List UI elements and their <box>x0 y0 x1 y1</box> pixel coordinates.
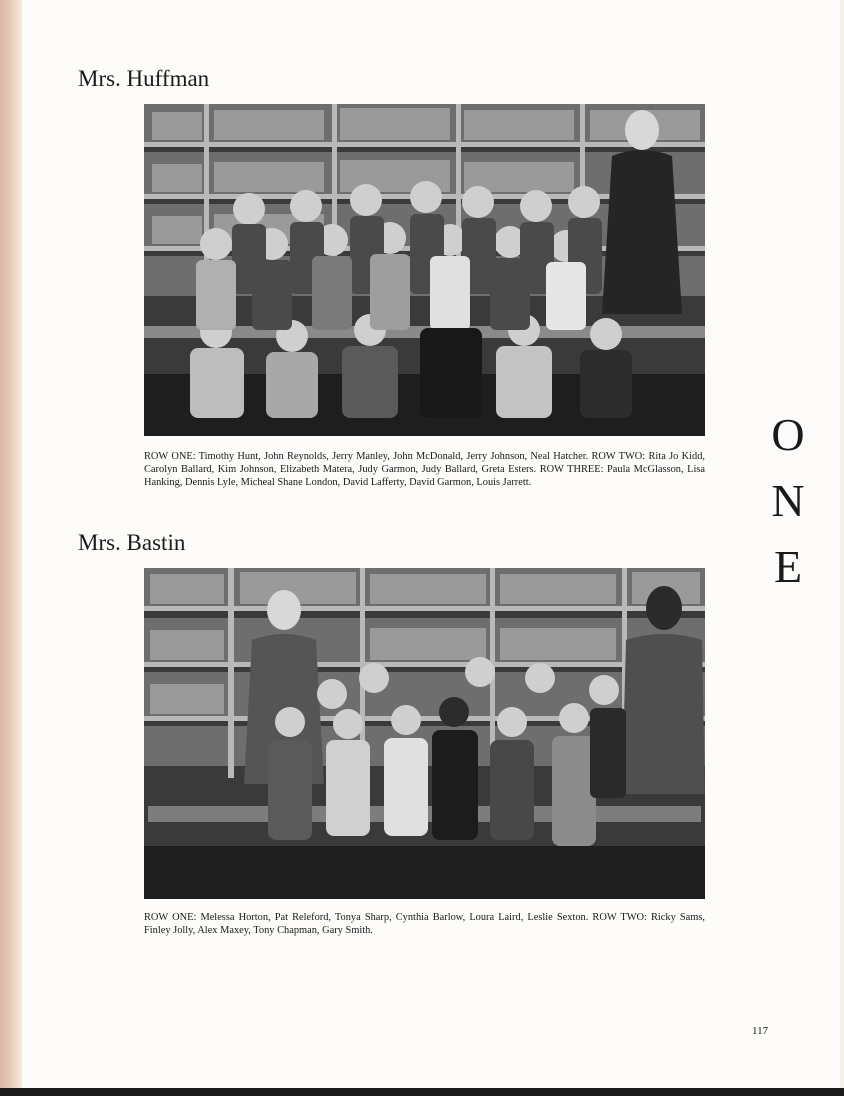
page-bottom-edge <box>0 1088 844 1096</box>
class-photo-huffman <box>144 104 705 436</box>
teacher-heading-bastin: Mrs. Bastin <box>78 530 186 555</box>
class-photo-bastin-image <box>144 568 705 899</box>
class-caption-bastin: ROW ONE: Melessa Horton, Pat Releford, Tonya Sharp, Cynthia Barlow, Loura Laird, Leslie Sexton. ROW TWO: Ricky Sams, Finley Jolly, Alex Maxey, Tony Chapman, Gary Smith. <box>144 912 705 936</box>
class-photo-bastin <box>144 568 705 899</box>
page-binding-edge <box>0 0 22 1096</box>
page-right-edge <box>840 0 844 1096</box>
side-letter-o: O <box>771 409 805 460</box>
side-letter-e: E <box>773 541 803 592</box>
page-number: 117 <box>752 1025 769 1037</box>
teacher-heading-huffman: Mrs. Huffman <box>78 66 210 91</box>
side-letter-n: N <box>771 475 805 526</box>
class-caption-huffman: ROW ONE: Timothy Hunt, John Reynolds, Jerry Manley, John McDonald, Jerry Johnson, Neal Hatcher. ROW TWO: Rita Jo Kidd, Carolyn Ballard, Kim Johnson, Elizabeth Matera, Judy Garmon, Judy Ballard, Greta Esters. ROW THREE: Paula McGlasson, Lisa Hanking, Dennis Lyle, Micheal Shane London, David Lafferty, David Garmon, Louis Jarrett. <box>144 451 705 488</box>
class-photo-huffman-image <box>144 104 705 436</box>
